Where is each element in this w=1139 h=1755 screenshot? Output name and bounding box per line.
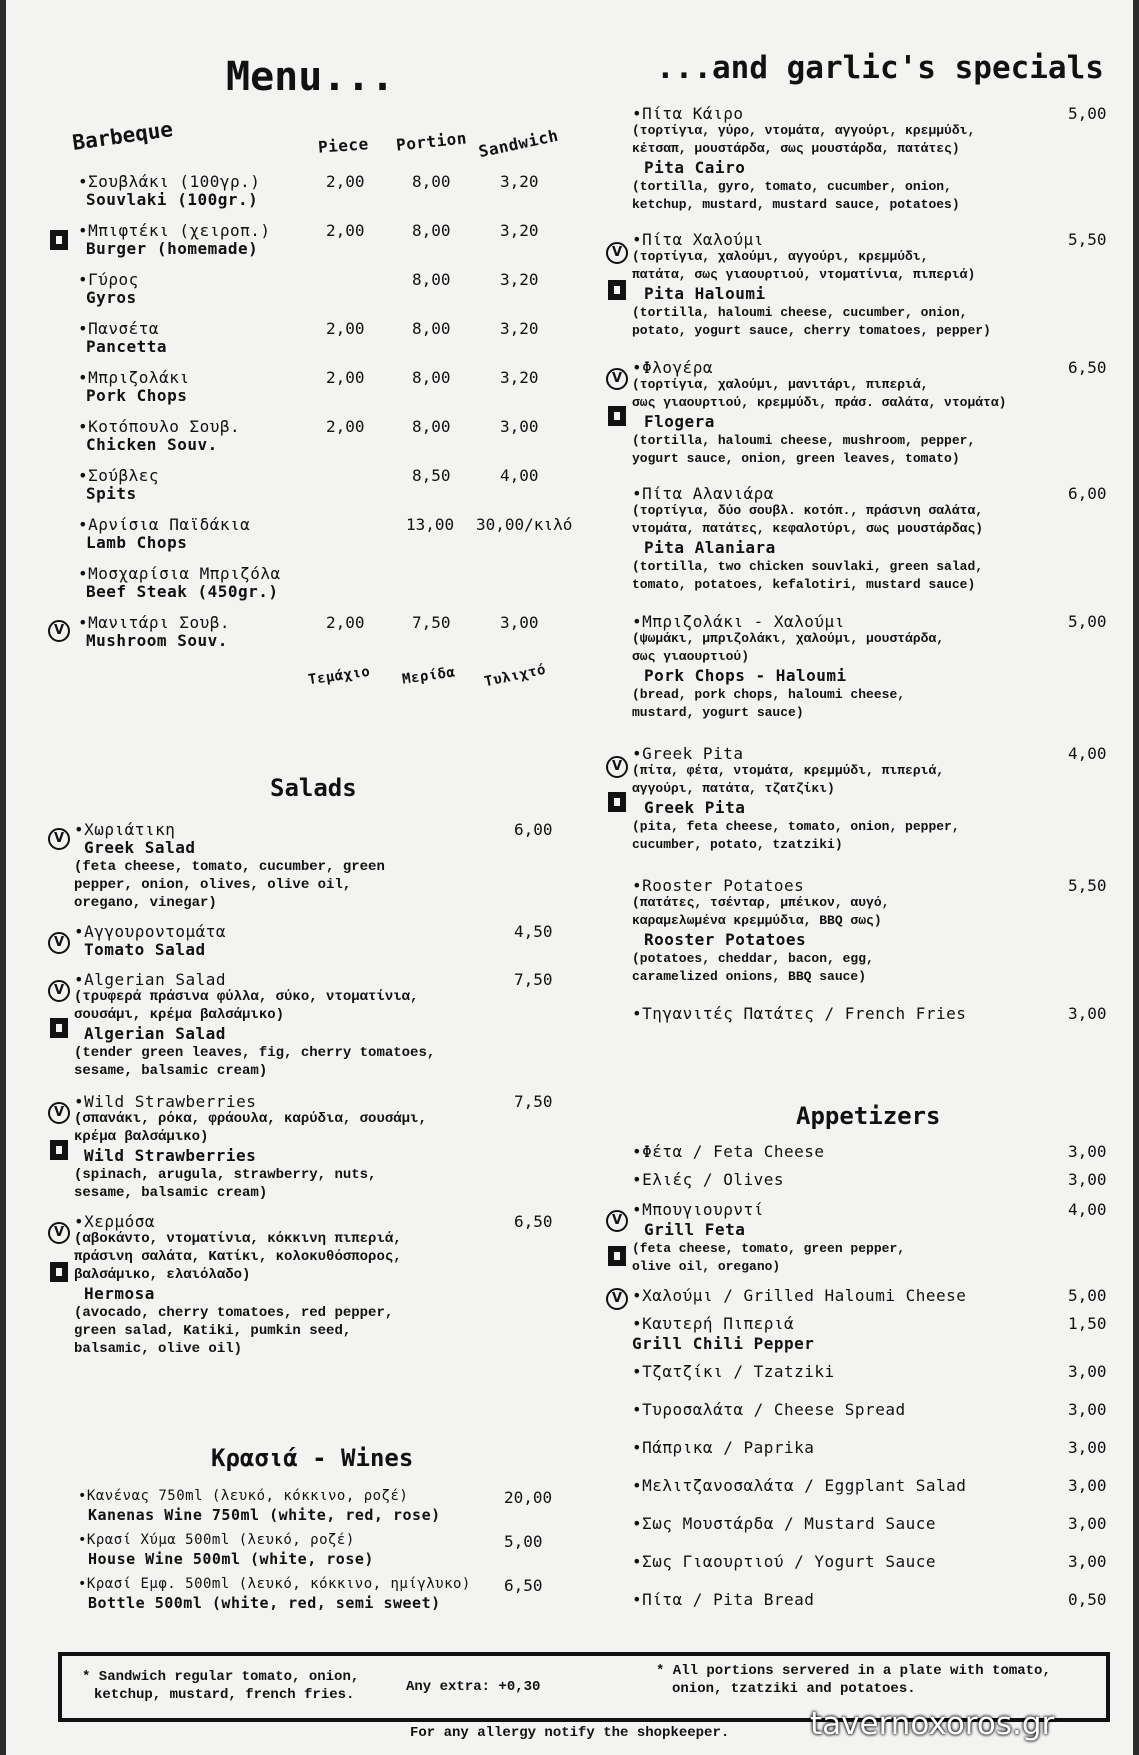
bbq-sandwich-price: 3,20 <box>500 172 539 191</box>
salad-item-en: Wild Strawberries <box>84 1146 257 1165</box>
appetizer-price: 3,00 <box>1068 1514 1107 1533</box>
special-item-gr: •Μπριζολάκι - Χαλούμι <box>632 612 845 631</box>
bbq-item-gr: •Σουβλάκι (100γρ.) <box>78 172 261 191</box>
special-desc-gr: (τορτίγια, δύο σουβλ. κοτόπ., πράσινη σαλάτα, <box>632 503 984 518</box>
appetizer-price: 3,00 <box>1068 1438 1107 1457</box>
col-portion: Portion <box>395 128 468 155</box>
salad-desc-gr: σουσάμι, κρέμα βαλσάμικο) <box>74 1007 285 1023</box>
menu-title: Menu... <box>226 54 395 100</box>
appetizer-en: Grill Feta <box>644 1220 746 1239</box>
square-icon <box>608 1246 626 1266</box>
bbq-item-en: Pancetta <box>86 337 168 356</box>
wine-item-gr: •Κανένας 750ml (λευκό, κόκκινο, ροζέ) <box>78 1488 409 1504</box>
note-portion-2: onion, tzatziki and potatoes. <box>672 1681 916 1697</box>
col-portion-gr: Μερίδα <box>401 664 457 688</box>
special-desc-en: (pita, feta cheese, tomato, onion, pepper, <box>632 819 960 834</box>
special-item-gr: •Πίτα Κάιρο <box>632 104 744 123</box>
appetizer-price: 3,00 <box>1068 1476 1107 1495</box>
special-item-en: Pita Alaniara <box>644 538 776 557</box>
bbq-item-en: Chicken Souv. <box>86 435 218 454</box>
salads-title: Salads <box>270 774 357 802</box>
salad-desc-en: sesame, balsamic cream) <box>74 1063 268 1079</box>
bbq-portion-price: 8,00 <box>412 368 451 387</box>
appetizer-price: 3,00 <box>1068 1142 1107 1161</box>
wine-item-en: House Wine 500ml (white, rose) <box>88 1550 374 1568</box>
square-icon <box>608 280 626 300</box>
special-desc-en: cucumber, potato, tzatziki) <box>632 837 843 852</box>
bbq-item-gr: •Σούβλες <box>78 466 160 485</box>
bbq-portion-price: 7,50 <box>412 613 451 632</box>
salad-item-gr: •Αγγουροντομάτα <box>74 922 226 941</box>
bbq-sandwich-price: 3,00 <box>500 417 539 436</box>
bbq-piece-price: 2,00 <box>326 417 365 436</box>
special-desc-gr: (τορτίγια, γύρο, ντομάτα, αγγούρι, κρεμμύδι, <box>632 123 976 138</box>
special-item-gr: •Rooster Potatoes <box>632 876 805 895</box>
col-piece-gr: Τεμάχιο <box>307 663 372 689</box>
square-icon <box>50 1262 68 1282</box>
bbq-item-gr: •Αρνίσια Παϊδάκια <box>78 515 251 534</box>
bbq-sandwich-price: 30,00/κιλό <box>476 515 573 534</box>
special-desc-gr: κέτσαπ, μουστάρδα, σως μουστάρδα, πατάτες) <box>632 141 960 156</box>
special-item-en: Flogera <box>644 412 715 431</box>
salad-item-en: Algerian Salad <box>84 1024 226 1043</box>
bbq-piece-price: 2,00 <box>326 613 365 632</box>
bbq-sandwich-price: 3,00 <box>500 613 539 632</box>
salad-desc-en: pepper, onion, olives, olive oil, <box>74 877 352 893</box>
special-desc-gr: (ψωμάκι, μπριζολάκι, χαλούμι, μουστάρδα, <box>632 631 945 646</box>
bbq-portion-price: 8,00 <box>412 417 451 436</box>
appetizer-price: 3,00 <box>1068 1170 1107 1189</box>
appetizer-label: •Πάπρικα / Paprika <box>632 1438 815 1457</box>
bbq-title: Barbeque <box>70 117 175 155</box>
wine-price: 6,50 <box>504 1576 543 1595</box>
special-item-en: Pita Haloumi <box>644 284 766 303</box>
special-desc-en: (bread, pork chops, haloumi cheese, <box>632 687 906 702</box>
special-desc-gr: αγγούρι, πατάτα, τζατζίκι) <box>632 781 835 796</box>
bbq-piece-price: 2,00 <box>326 319 365 338</box>
note-sandwich-1: * Sandwich regular tomato, onion, <box>82 1669 360 1685</box>
special-price: 6,50 <box>1068 358 1107 377</box>
bbq-item-en: Burger (homemade) <box>86 239 259 258</box>
bbq-item-gr: •Πανσέτα <box>78 319 160 338</box>
bbq-sandwich-price: 4,00 <box>500 466 539 485</box>
vegetarian-icon: V <box>48 1102 70 1124</box>
appetizer-label: •Μπουγιουρντί <box>632 1200 764 1219</box>
appetizers-title: Appetizers <box>796 1102 941 1130</box>
bbq-sandwich-price: 3,20 <box>500 368 539 387</box>
bbq-item-en: Gyros <box>86 288 137 307</box>
special-item-gr: •Τηγανιτές Πατάτες / French Fries <box>632 1004 967 1023</box>
appetizer-label: •Χαλούμι / Grilled Haloumi Cheese <box>632 1286 967 1305</box>
special-desc-gr: (τορτίγια, χαλούμι, αγγούρι, κρεμμύδι, <box>632 249 929 264</box>
vegetarian-icon: V <box>48 980 70 1002</box>
vegetarian-icon: V <box>48 828 70 850</box>
appetizer-label: •Τυροσαλάτα / Cheese Spread <box>632 1400 906 1419</box>
special-desc-en: mustard, yogurt sauce) <box>632 705 804 720</box>
appetizer-price: 0,50 <box>1068 1590 1107 1609</box>
bbq-item-gr: •Μανιτάρι Σουβ. <box>78 613 230 632</box>
bbq-portion-price: 8,00 <box>412 221 451 240</box>
special-desc-gr: σως γιαουρτιού, κρεμμύδι, πράσ. σαλάτα, ντομάτα) <box>632 395 1007 410</box>
special-price: 5,50 <box>1068 876 1107 895</box>
bbq-item-gr: •Γύρος <box>78 270 139 289</box>
bbq-sandwich-price: 3,20 <box>500 270 539 289</box>
salad-item-gr: •Χωριάτικη <box>74 820 176 839</box>
bbq-item-gr: •Μπιφτέκι (χειροπ.) <box>78 221 271 240</box>
appetizer-label: •Σως Γιαουρτιού / Yogurt Sauce <box>632 1552 936 1571</box>
bbq-item-gr: •Μπριζολάκι <box>78 368 190 387</box>
bbq-item-en: Beef Steak (450gr.) <box>86 582 279 601</box>
special-desc-en: ketchup, mustard, mustard sauce, potatoes) <box>632 197 960 212</box>
bbq-item-gr: •Κοτόπουλο Σουβ. <box>78 417 241 436</box>
appetizer-desc: olive oil, oregano) <box>632 1259 781 1274</box>
special-desc-en: (tortilla, gyro, tomato, cucumber, onion, <box>632 179 952 194</box>
appetizer-label: •Καυτερή Πιπεριά <box>632 1314 795 1333</box>
salad-desc-en: oregano, vinegar) <box>74 895 217 911</box>
salad-price: 7,50 <box>514 1092 553 1111</box>
note-extra: Any extra: +0,30 <box>406 1679 541 1695</box>
special-desc-en: (potatoes, cheddar, bacon, egg, <box>632 951 874 966</box>
appetizer-label: •Ελιές / Olives <box>632 1170 784 1189</box>
square-icon <box>608 406 626 426</box>
salad-desc-en: (avocado, cherry tomatoes, red pepper, <box>74 1305 394 1321</box>
wine-item-gr: •Κρασί Εμφ. 500ml (λευκό, κόκκινο, ημίγλυκο) <box>78 1576 471 1592</box>
salad-desc-en: balsamic, olive oil) <box>74 1341 243 1357</box>
appetizer-label: •Πίτα / Pita Bread <box>632 1590 815 1609</box>
vegetarian-icon: V <box>606 1288 628 1310</box>
salad-item-en: Tomato Salad <box>84 940 206 959</box>
special-desc-en: caramelized onions, BBQ sauce) <box>632 969 867 984</box>
salad-price: 6,50 <box>514 1212 553 1231</box>
bbq-portion-price: 8,00 <box>412 319 451 338</box>
vegetarian-icon: V <box>606 368 628 390</box>
bbq-item-en: Souvlaki (100gr.) <box>86 190 259 209</box>
menu-page <box>6 0 1133 1755</box>
col-piece: Piece <box>317 134 370 157</box>
note-portion-1: * All portions servered in a plate with tomato, <box>656 1663 1051 1679</box>
salad-desc-en: (spinach, arugula, strawberry, nuts, <box>74 1167 377 1183</box>
vegetarian-icon: V <box>606 242 628 264</box>
allergy-note: For any allergy notify the shopkeeper. <box>410 1725 730 1741</box>
special-item-en: Rooster Potatoes <box>644 930 807 949</box>
vegetarian-icon: V <box>48 1222 70 1244</box>
salad-desc-gr: κρέμα βαλσάμικο) <box>74 1129 209 1145</box>
salad-price: 6,00 <box>514 820 553 839</box>
col-sandwich: Sandwich <box>476 125 561 162</box>
special-desc-gr: (τορτίγια, χαλούμι, μανιτάρι, πιπεριά, <box>632 377 929 392</box>
salad-desc-gr: πράσινη σαλάτα, Κατίκι, κολοκυθόσπορος, <box>74 1249 402 1265</box>
special-desc-en: potato, yogurt sauce, cherry tomatoes, pepper) <box>632 323 991 338</box>
salad-price: 4,50 <box>514 922 553 941</box>
appetizer-label: •Φέτα / Feta Cheese <box>632 1142 825 1161</box>
bbq-sandwich-price: 3,20 <box>500 221 539 240</box>
col-sandwich-gr: Τυλιχτό <box>483 661 548 691</box>
special-desc-en: (tortilla, haloumi cheese, mushroom, pepper, <box>632 433 976 448</box>
appetizer-price: 3,00 <box>1068 1400 1107 1419</box>
special-desc-en: (tortilla, haloumi cheese, cucumber, onion, <box>632 305 968 320</box>
salad-item-gr: •Algerian Salad <box>74 970 226 989</box>
bbq-item-gr: •Μοσχαρίσια Μπριζόλα <box>78 564 281 583</box>
watermark: tavernoxoros.gr <box>810 1706 1055 1742</box>
bbq-portion-price: 8,00 <box>412 270 451 289</box>
special-desc-en: yogurt sauce, onion, green leaves, tomato) <box>632 451 960 466</box>
bbq-item-en: Lamb Chops <box>86 533 188 552</box>
specials-title: ...and garlic's specials <box>656 50 1104 86</box>
special-price: 5,50 <box>1068 230 1107 249</box>
appetizer-label: •Σως Μουστάρδα / Mustard Sauce <box>632 1514 936 1533</box>
square-icon <box>608 792 626 812</box>
bbq-portion-price: 8,50 <box>412 466 451 485</box>
appetizer-label: •Τζατζίκι / Tzatziki <box>632 1362 835 1381</box>
special-desc-gr: (πίτα, φέτα, ντομάτα, κρεμμύδι, πιπεριά, <box>632 763 945 778</box>
special-desc-gr: ντομάτα, πατάτες, κεφαλοτύρι, σως μουστάρδας) <box>632 521 984 536</box>
special-desc-gr: σως γιαουρτιού) <box>632 649 750 664</box>
bbq-item-en: Spits <box>86 484 137 503</box>
wine-price: 20,00 <box>504 1488 553 1507</box>
bbq-portion-price: 13,00 <box>406 515 455 534</box>
appetizer-price: 3,00 <box>1068 1552 1107 1571</box>
square-icon <box>50 1140 68 1160</box>
special-item-en: Pork Chops - Haloumi <box>644 666 847 685</box>
square-icon <box>50 1018 68 1038</box>
special-desc-en: tomato, potatoes, kefalotiri, mustard sauce) <box>632 577 976 592</box>
appetizer-desc: (feta cheese, tomato, green pepper, <box>632 1241 906 1256</box>
special-price: 4,00 <box>1068 744 1107 763</box>
special-item-gr: •Πίτα Χαλούμι <box>632 230 764 249</box>
appetizer-en: Grill Chili Pepper <box>632 1334 815 1353</box>
bbq-item-en: Pork Chops <box>86 386 188 405</box>
note-sandwich-2: ketchup, mustard, french fries. <box>94 1687 355 1703</box>
vegetarian-icon: V <box>48 620 70 642</box>
special-price: 3,00 <box>1068 1004 1107 1023</box>
salad-item-en: Hermosa <box>84 1284 155 1303</box>
square-icon <box>50 230 68 250</box>
appetizer-price: 4,00 <box>1068 1200 1107 1219</box>
wine-item-en: Kanenas Wine 750ml (white, red, rose) <box>88 1506 441 1524</box>
salad-desc-gr: (τρυφερά πράσινα φύλλα, σύκο, ντοματίνια, <box>74 989 419 1005</box>
salad-desc-en: sesame, balsamic cream) <box>74 1185 268 1201</box>
appetizer-label: •Μελιτζανοσαλάτα / Eggplant Salad <box>632 1476 967 1495</box>
bbq-piece-price: 2,00 <box>326 221 365 240</box>
wine-item-en: Bottle 500ml (white, red, semi sweet) <box>88 1594 441 1612</box>
special-item-en: Pita Cairo <box>644 158 746 177</box>
vegetarian-icon: V <box>48 932 70 954</box>
vegetarian-icon: V <box>606 756 628 778</box>
special-item-gr: •Greek Pita <box>632 744 744 763</box>
wine-price: 5,00 <box>504 1532 543 1551</box>
special-item-en: Greek Pita <box>644 798 746 817</box>
special-item-gr: •Φλογέρα <box>632 358 714 377</box>
vegetarian-icon: V <box>606 1210 628 1232</box>
bbq-portion-price: 8,00 <box>412 172 451 191</box>
salad-item-en: Greek Salad <box>84 838 196 857</box>
special-price: 5,00 <box>1068 612 1107 631</box>
special-desc-gr: (πατάτες, τσένταρ, μπέικον, αυγό, <box>632 895 890 910</box>
salad-desc-en: green salad, Katiki, pumkin seed, <box>74 1323 352 1339</box>
bbq-piece-price: 2,00 <box>326 368 365 387</box>
bbq-item-en: Mushroom Souv. <box>86 631 228 650</box>
salad-desc-en: (tender green leaves, fig, cherry tomatoes, <box>74 1045 436 1061</box>
appetizer-price: 1,50 <box>1068 1314 1107 1333</box>
salad-price: 7,50 <box>514 970 553 989</box>
salad-item-gr: •Χερμόσα <box>74 1212 156 1231</box>
special-price: 5,00 <box>1068 104 1107 123</box>
appetizer-price: 5,00 <box>1068 1286 1107 1305</box>
bbq-sandwich-price: 3,20 <box>500 319 539 338</box>
salad-item-gr: •Wild Strawberries <box>74 1092 257 1111</box>
special-price: 6,00 <box>1068 484 1107 503</box>
salad-desc-gr: βαλσάμικο, ελαιόλαδο) <box>74 1267 251 1283</box>
salad-desc-gr: (σπανάκι, ρόκα, φράουλα, καρύδια, σουσάμι, <box>74 1111 427 1127</box>
appetizer-price: 3,00 <box>1068 1362 1107 1381</box>
special-item-gr: •Πίτα Αλανιάρα <box>632 484 774 503</box>
special-desc-en: (tortilla, two chicken souvlaki, green salad, <box>632 559 984 574</box>
special-desc-gr: καραμελωμένα κρεμμύδια, BBQ σως) <box>632 913 882 928</box>
wine-item-gr: •Κρασί Χύμα 500ml (λευκό, ροζέ) <box>78 1532 355 1548</box>
salad-desc-gr: (αβοκάντο, ντοματίνια, κόκκινη πιπεριά, <box>74 1231 402 1247</box>
salad-desc-en: (feta cheese, tomato, cucumber, green <box>74 859 385 875</box>
wines-title: Κρασιά - Wines <box>211 1444 414 1472</box>
special-desc-gr: πατάτα, σως γιαουρτιού, ντοματίνια, πιπεριά) <box>632 267 976 282</box>
bbq-piece-price: 2,00 <box>326 172 365 191</box>
